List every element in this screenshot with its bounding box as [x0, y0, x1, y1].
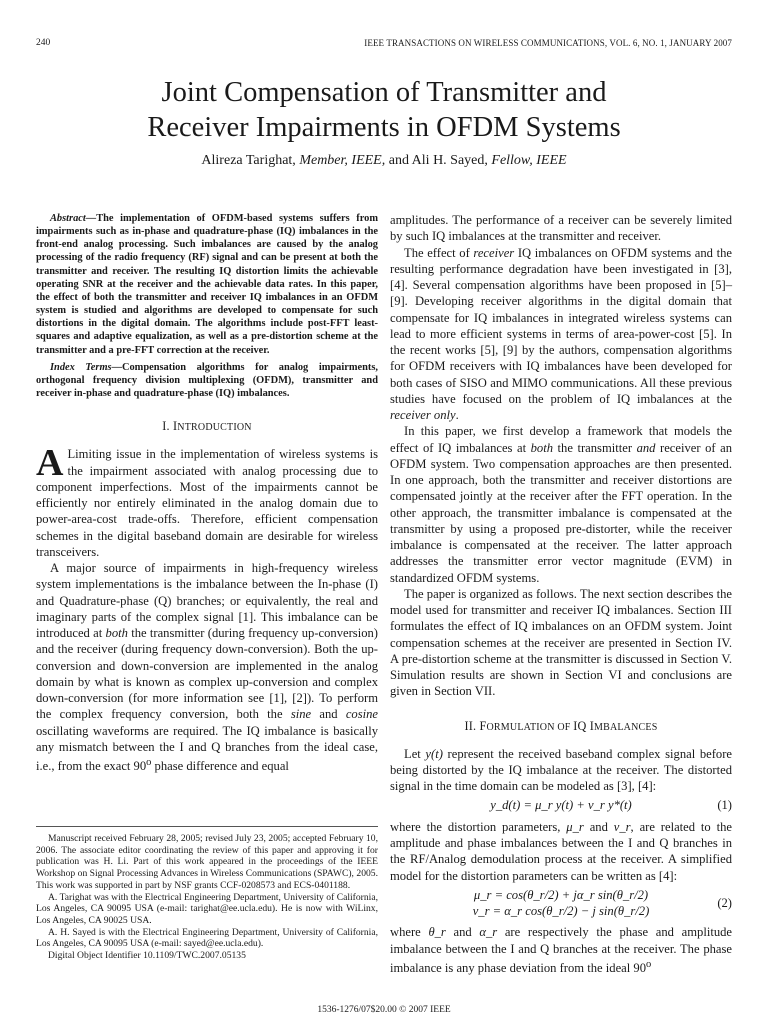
index-terms-text: Compensation algorithms for analog impairments, orthogonal frequency division multiplexing (OFDM), transmitter and receiver in-phase and quadrature-phase (IQ) imbalances.: [36, 361, 378, 400]
title-line-1: Joint Compensation of Transmitter and: [161, 77, 607, 108]
text-run: the transmitter: [553, 440, 637, 455]
math-inline: y(t): [425, 746, 443, 761]
math-inline: α_r: [479, 925, 498, 940]
paper-title: [0, 75, 768, 145]
text-run: are respectively the phase and amplitude imbalance between the I and Q branches at the receiver. The phase imbalance is any phase deviation from the ideal 90: [390, 925, 732, 975]
intro-paragraph-2: [36, 560, 378, 774]
section-smallcaps: MBALANCES: [593, 721, 658, 733]
superscript: o: [146, 757, 152, 769]
equation-2-line-1: μ_r = cos(θ_r/2) + jα_r sin(θ_r/2): [473, 887, 649, 902]
intro-paragraph-1-text: Limiting issue in the implementation of wireless systems is the impairment associated with analog processing due to component imperfections. Most of the impairments cannot be efficiently nor entirely eliminated in the analog domain due to power-area-cost trade-offs. Therefore, efficient compensation schemes in the digital baseband domain are desirable for wireless transceivers.: [36, 447, 378, 559]
footnote-author-1: A. Tarighat was with the Electrical Engineering Department, University of California, Los Angeles, CA 90095 USA (e-mail: tarighat@ee.ucla.edu). He is now with WiLinx, Los Angeles, CA 90025 USA.: [36, 891, 378, 926]
text-run: , are related to the amplitude and phase imbalances between the I and Q branches in the RF/Analog demodulation process at the receiver. A simplified model for the distortion parameters can be written as [4]:: [390, 819, 732, 883]
text-run: A major source of impairments in high-frequency wireless system implementations is the imbalance between the In-phase (I) and Quadrature-phase (Q) branches; or equivalently, the real and imaginary parts of the complex signal [1]. This imbalance can be introduced at: [36, 561, 378, 641]
section-numeral: I.: [162, 419, 170, 434]
right-paragraph-1: amplitudes. The performance of a receiver can be severely limited by such IQ imbalances at the transmitter and receiver.: [390, 213, 732, 244]
emph-text: receiver: [473, 245, 515, 260]
page-number: 240: [36, 38, 51, 48]
math-inline: μ_r: [566, 819, 584, 834]
right-column: [390, 212, 732, 976]
math-inline: ν_r: [613, 819, 631, 834]
right-paragraph-7: [390, 924, 732, 976]
right-paragraph-5: [390, 746, 732, 795]
footnotes: [36, 826, 378, 962]
math-inline: θ_r: [428, 925, 446, 940]
section-heading-formulation: [390, 718, 732, 736]
text-run: the transmitter (during frequency up-conversion) and the receiver (during frequency down-conversion). Both the up-conversion and down-conversion are implemented in the analog domain by what is known as complex up-conversion and complex down-conversion (for more information see [1], [2]). To perform the complex frequency conversion, both the: [36, 626, 378, 722]
emph-text: sine: [290, 707, 312, 722]
text-run: and: [311, 707, 346, 722]
emph-text: cosine: [345, 707, 378, 722]
equation-2-number: (2): [717, 895, 732, 910]
text-run: and: [583, 819, 614, 834]
footnote-manuscript: Manuscript received February 28, 2005; revised July 23, 2005; accepted February 10, 2006. The associate editor coordinating the review of this paper and approving it for publication was H. Li. Part of this work appeared in the proceedings of the IEEE Workshop on Signal Processing Advances in Wireless Communications (SPAWC), 2005. This work was supported in part by NSF grants CCF-0208573 and ECS-0401188.: [36, 833, 378, 891]
section-heading-introduction: [36, 418, 378, 436]
index-terms-label: Index Terms—: [50, 361, 122, 373]
right-paragraph-4: The paper is organized as follows. The next section describes the model used for transmitter and receiver IQ imbalances. Section III formulates the effect of IQ imbalances on an OFDM system. Joint compensation schemes at the receiver are presented in Section IV. A pre-distortion scheme at the transmitter is discussed in Section V. Simulation results are shown in Section VI and conclusions are given in Section VII.: [390, 586, 732, 699]
text-run: Let: [404, 746, 426, 761]
text-run: oscillating waveforms are required. The IQ imbalance is basically any mismatch between the I and Q branches from the ideal case, i.e., from the exact 90: [36, 723, 378, 774]
author-line: [0, 153, 768, 169]
footnote-author-2: A. H. Sayed is with the Electrical Engineering Department, University of California, Los Angeles, CA 90095 USA (e-mail: sayed@ee.ucla.edu).: [36, 926, 378, 950]
equation-2: [390, 887, 732, 920]
text-run: receiver of an OFDM system. Two compensation approaches are then presented. In one approach, both the transmitter and receiver distortions are compensated jointly at the receiver after the FFT operation. In the other approach, the transmitter imbalance is compensated at the transmitter by using a proposed pre-distorter, while the receiver imbalance is compensated at the receiver. The latter approach addresses the transmitter error vector magnitude (EVM) in standardized OFDM systems.: [390, 440, 732, 585]
equation-1-body: y_d(t) = μ_r y(t) + ν_r y*(t): [490, 797, 632, 812]
text-run: represent the received baseband complex signal before being distorted by the IQ imbalance at the receiver. The distorted signal in the time domain can be modeled as [3], [4]:: [390, 746, 732, 794]
abstract-text: The implementation of OFDM-based systems suffers from impairments such as in-phase and quadrature-phase (IQ) imbalances in the front-end analog processing. Such imbalances are caused by the analog processing of the radio frequency (RF) signal and can be present at both the transmitter and receiver. The resulting IQ distortion limits the achievable operating SNR at the receiver and the achievable data rates. In this paper, the effect of both the transmitter and receiver IQ imbalances in an OFDM system is studied and algorithms are developed to compensate for such distortions in the digital domain. The algorithms include post-FFT least-squares and adaptive equalization, as well as a pre-distortion scheme at the transmitter and a pre-FFT correction at the receiver.: [36, 213, 378, 356]
emph-text: both: [530, 440, 554, 455]
left-column: [36, 212, 378, 775]
author-2-role: Fellow, IEEE: [491, 153, 567, 168]
text-run: The effect of: [404, 245, 474, 260]
right-paragraph-2: [390, 245, 732, 424]
index-terms: [36, 361, 378, 400]
section-numeral: II.: [464, 718, 477, 733]
intro-paragraph-1: [36, 442, 378, 560]
abstract-label: Abstract—: [50, 213, 97, 224]
text-run: where: [390, 925, 429, 940]
emph-text: and: [636, 440, 656, 455]
section-text: IQ I: [573, 718, 594, 733]
emph-text: both: [105, 626, 128, 641]
equation-1: [390, 797, 732, 813]
footnote-doi: Digital Object Identifier 10.1109/TWC.2007.05135: [48, 950, 246, 962]
section-first-letter: F: [479, 718, 487, 733]
emph-text: receiver only: [390, 408, 456, 422]
text-run: where the distortion parameters,: [390, 819, 567, 834]
abstract: [36, 212, 378, 357]
superscript: o: [646, 958, 652, 970]
author-1-role: Member, IEEE,: [299, 153, 386, 168]
text-run: and: [445, 925, 480, 940]
text-run: .: [455, 408, 459, 422]
text-run: In this paper, we first develop a framework that models the effect of IQ imbalances at: [390, 424, 732, 455]
section-smallcaps: NTRODUCTION: [177, 422, 252, 434]
drop-cap: A: [36, 442, 64, 485]
equation-2-line-2: ν_r = α_r cos(θ_r/2) − j sin(θ_r/2): [472, 904, 650, 918]
text-run: phase difference and equal: [151, 759, 289, 774]
right-paragraph-6: [390, 819, 732, 884]
equation-1-number: (1): [717, 797, 732, 812]
section-smallcaps: ORMULATION OF: [486, 721, 574, 733]
text-run: IQ imbalances on OFDM systems and the resulting performance degradation have been investigated in [3], [4]. Several compensation algorithms have been proposed in [5]–[9]. Developing receiver algorithms in the digital domain that compensate for IQ imbalances in integrated wireless systems can lead to more efficient systems in terms of area-power-cost [5]. In the recent works [5], [9] by the authors, compensation algorithms for OFDM receivers with IQ imbalances have been developed for both cases of SISO and MIMO communications. All these previous studies have focused on the problem of IQ imbalances at the: [390, 245, 732, 406]
section-first-letter: I: [173, 419, 178, 434]
author-1: Alireza Tarighat,: [201, 153, 296, 168]
right-paragraph-3: [390, 423, 732, 586]
title-line-2: Receiver Impairments in OFDM Systems: [147, 112, 621, 143]
copyright-line: 1536-1276/07$20.00 © 2007 IEEE: [317, 1005, 451, 1015]
author-2: and Ali H. Sayed,: [388, 153, 488, 168]
journal-header: IEEE TRANSACTIONS ON WIRELESS COMMUNICATIONS, VOL. 6, NO. 1, JANUARY 2007: [364, 38, 732, 48]
